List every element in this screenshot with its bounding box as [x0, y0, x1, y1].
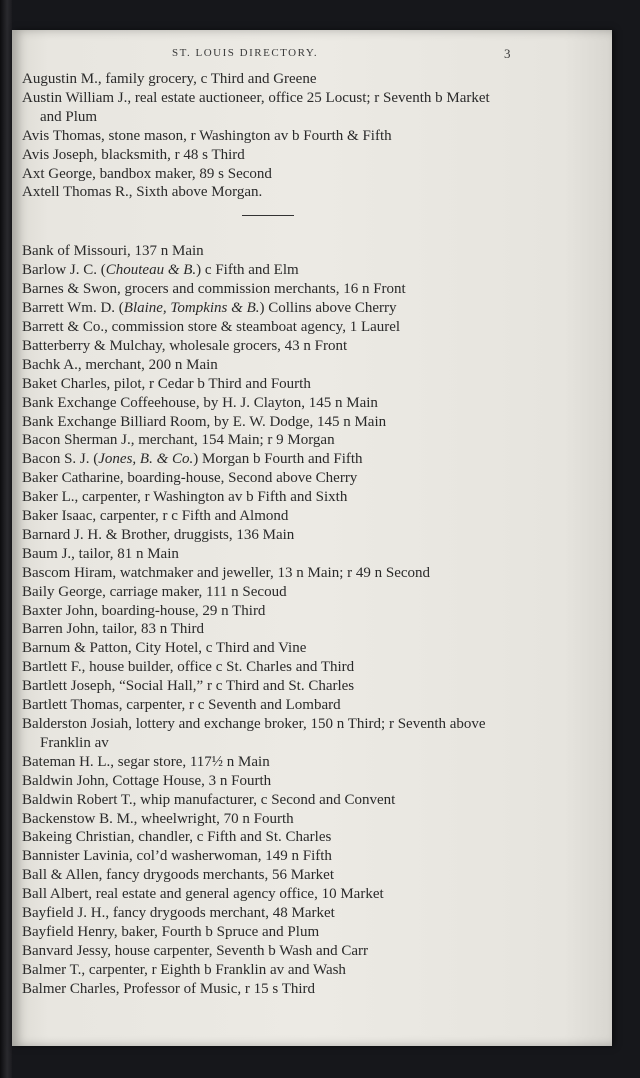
- directory-entry: Baxter John, boarding-house, 29 n Third: [22, 602, 266, 619]
- directory-entry: Baker Catharine, boarding-house, Second above Cherry: [22, 470, 358, 487]
- page-number: 3: [504, 46, 511, 61]
- directory-entry: Bascom Hiram, watchmaker and jeweller, 13 n Main; r 49 n Second: [22, 564, 431, 581]
- directory-entry: Bayfield Henry, baker, Fourth b Spruce and Plum: [22, 923, 320, 940]
- directory-entry: Baket Charles, pilot, r Cedar b Third and Fourth: [22, 375, 311, 392]
- directory-entry: Axtell Thomas R., Sixth above Morgan.: [22, 184, 263, 201]
- directory-entry: Augustin M., family grocery, c Third and Greene: [22, 71, 317, 87]
- entry-name: Barlow J. C. (: [22, 262, 106, 279]
- directory-entry: Bayfield J. H., fancy drygoods merchant, 48 Market: [22, 905, 335, 922]
- directory-entry: Bank of Missouri, 137 n Main: [22, 243, 204, 260]
- directory-entry: Baum J., tailor, 81 n Main: [22, 545, 179, 562]
- entry-address: ) Morgan b Fourth and Fifth: [193, 451, 363, 468]
- entry-name: Bacon S. J. (: [22, 451, 99, 468]
- directory-entry: Baldwin John, Cottage House, 3 n Fourth: [22, 772, 272, 789]
- directory-entry: Banvard Jessy, house carpenter, Seventh b Wash and Carr: [22, 942, 369, 959]
- entry-address: ) c Fifth and Elm: [196, 262, 299, 279]
- directory-listing: [22, 70, 514, 999]
- directory-entry: Balmer Charles, Professor of Music, r 15 s Third: [22, 980, 316, 997]
- directory-entry: Bateman H. L., segar store, 117½ n Main: [22, 753, 270, 770]
- directory-entry: Bartlett Joseph, “Social Hall,” r c Third and St. Charles: [22, 678, 355, 695]
- directory-entry: Barnum & Patton, City Hotel, c Third and Vine: [22, 640, 307, 657]
- entry-name: Barrett Wm. D. (: [22, 300, 124, 317]
- directory-entry: Batterberry & Mulchay, wholesale grocers, 43 n Front: [22, 337, 348, 354]
- entry-firm: Chouteau & B.: [105, 262, 197, 279]
- directory-entry: Baker Isaac, carpenter, r c Fifth and Almond: [22, 508, 289, 525]
- directory-entry: Ball Albert, real estate and general agency office, 10 Market: [22, 886, 384, 903]
- directory-entry: Baker L., carpenter, r Washington av b Fifth and Sixth: [22, 489, 348, 506]
- directory-entry: Ball & Allen, fancy drygoods merchants, 56 Market: [22, 867, 335, 884]
- directory-entry: Barnes & Swon, grocers and commission merchants, 16 n Front: [22, 281, 406, 298]
- directory-entry: Bacon Sherman J., merchant, 154 Main; r 9 Morgan: [22, 432, 335, 449]
- directory-entry: Baily George, carriage maker, 111 n Secoud: [22, 583, 287, 600]
- directory-entry: Bakeing Christian, chandler, c Fifth and St. Charles: [22, 829, 332, 846]
- entry-address: ) Collins above Cherry: [259, 300, 397, 317]
- directory-entry: Barren John, tailor, 83 n Third: [22, 621, 205, 638]
- directory-page: [12, 30, 612, 1046]
- directory-entry: [22, 261, 514, 280]
- section-a-entries: [22, 70, 514, 202]
- book-spine: [0, 0, 12, 1078]
- directory-entry: Axt George, bandbox maker, 89 s Second: [22, 165, 272, 182]
- directory-entry: Bachk A., merchant, 200 n Main: [22, 356, 218, 373]
- directory-entry: Balderston Josiah, lottery and exchange broker, 150 n Third; r Seventh above Franklin av: [22, 716, 486, 751]
- directory-entry: Backenstow B. M., wheelwright, 70 n Fourth: [22, 810, 294, 827]
- directory-entry: Austin William J., real estate auctioneer, office 25 Locust; r Seventh b Market and Plum: [22, 89, 490, 125]
- entry-firm: Jones, B. & Co.: [98, 451, 194, 468]
- directory-entry: Barnard J. H. & Brother, druggists, 136 Main: [22, 526, 295, 543]
- directory-entry: Bartlett Thomas, carpenter, r c Seventh and Lombard: [22, 697, 341, 714]
- directory-entry: Bartlett F., house builder, office c St. Charles and Third: [22, 659, 355, 676]
- directory-entry: [22, 299, 514, 318]
- page-header: [12, 47, 612, 61]
- directory-entry: Balmer T., carpenter, r Eighth b Franklin av and Wash: [22, 961, 346, 978]
- directory-entry: Avis Thomas, stone mason, r Washington av b Fourth & Fifth: [22, 127, 392, 144]
- section-divider: [242, 215, 294, 216]
- directory-entry: Bank Exchange Coffeehouse, by H. J. Clayton, 145 n Main: [22, 394, 378, 411]
- directory-entry: Barrett & Co., commission store & steamboat agency, 1 Laurel: [22, 318, 401, 335]
- entry-firm: Blaine, Tompkins & B.: [123, 300, 260, 317]
- running-title: ST. LOUIS DIRECTORY.: [172, 47, 319, 59]
- directory-entry: Baldwin Robert T., whip manufacturer, c Second and Convent: [22, 791, 396, 808]
- directory-entry: Bank Exchange Billiard Room, by E. W. Dodge, 145 n Main: [22, 413, 387, 430]
- section-b-entries: [22, 242, 514, 998]
- directory-entry: Avis Joseph, blacksmith, r 48 s Third: [22, 146, 245, 163]
- directory-entry: [22, 450, 514, 469]
- directory-entry: Bannister Lavinia, col’d washerwoman, 149 n Fifth: [22, 848, 332, 865]
